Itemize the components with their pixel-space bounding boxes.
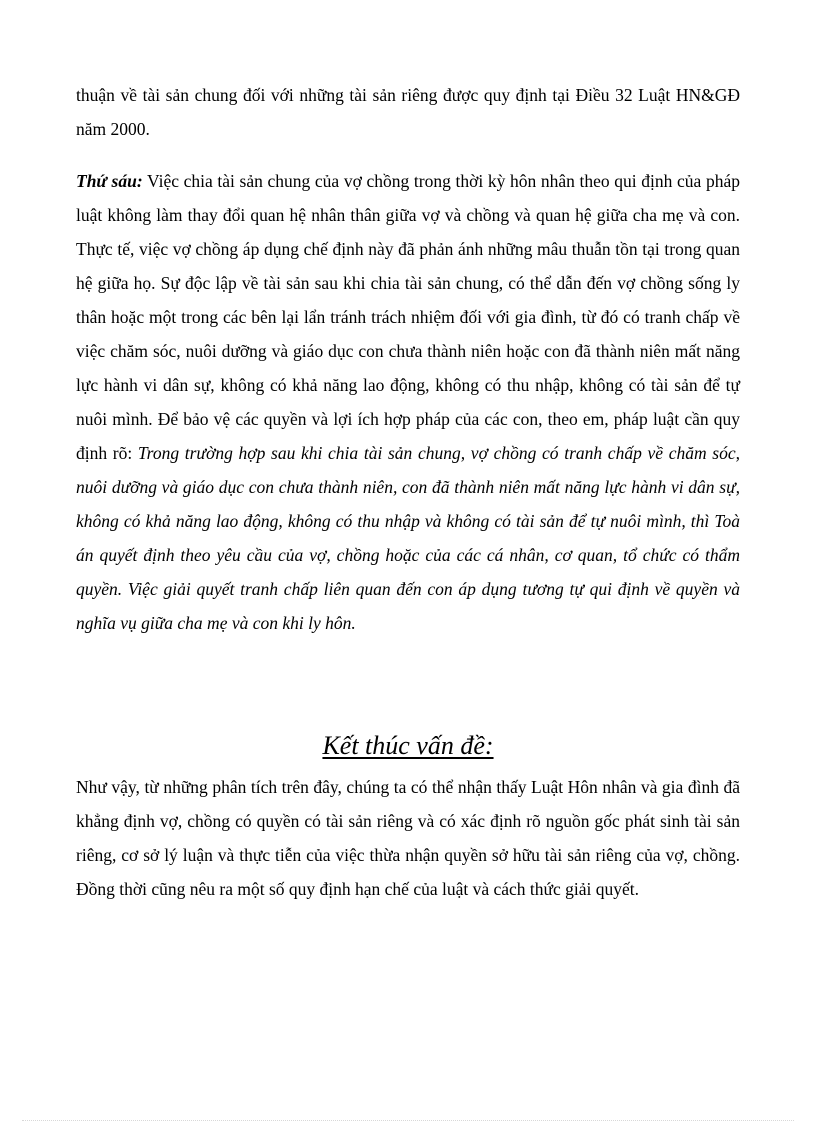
paragraph-thu-sau [76,164,740,640]
paragraph-lead-label: Thứ sáu: [76,171,143,191]
document-page [76,78,740,906]
paragraph-conclusion-text: Như vậy, từ những phân tích trên đây, chúng ta có thể nhận thấy Luật Hôn nhân và gia đình đã khẳng định vợ, chồng có quyền có tài sản riêng và có xác định rõ nguồn gốc phát sinh tài sản riêng, cơ sở lý luận và thực tiễn của việc thừa nhận quyền sở hữu tài sản riêng của vợ, chồng. Đồng thời cũng nêu ra một số quy định hạn chế của luật và cách thức giải quyết. [76,777,740,899]
page-bottom-divider [22,1120,794,1121]
section-heading: Kết thúc vấn đề: [322,731,494,760]
paragraph-continuation-text: thuận về tài sản chung đối với những tài sản riêng được quy định tại Điều 32 Luật HN&GĐ năm 2000. [76,85,740,139]
paragraph-continuation [76,78,740,146]
paragraph-conclusion [76,770,740,906]
paragraph-italic-proposal: Trong trường hợp sau khi chia tài sản chung, vợ chồng có tranh chấp về chăm sóc, nuôi dưỡng và giáo dục con chưa thành niên, con đã thành niên mất năng lực hành vi dân sự, không có khả năng lao động, không có thu nhập và không có tài sản để tự nuôi mình, thì Toà án quyết định theo yêu cầu của vợ, chồng hoặc của các cá nhân, cơ quan, tổ chức có thẩm quyền. Việc giải quyết tranh chấp liên quan đến con áp dụng tương tự qui định về quyền và nghĩa vụ giữa cha mẹ và con khi ly hôn. [76,443,740,633]
paragraph-body-text: Việc chia tài sản chung của vợ chồng trong thời kỳ hôn nhân theo qui định của pháp luật không làm thay đổi quan hệ nhân thân giữa vợ và chồng và quan hệ giữa cha mẹ và con. Thực tế, việc vợ chồng áp dụng chế định này đã phản ánh những mâu thuẫn tồn tại trong quan hệ giữa họ. Sự độc lập về tài sản sau khi chia tài sản chung, có thể dẫn đến vợ chồng sống ly thân hoặc một trong các bên lại lẩn tránh trách nhiệm đối với gia đình, từ đó có tranh chấp về việc chăm sóc, nuôi dưỡng và giáo dục con chưa thành niên hoặc con đã thành niên mất năng lực hành vi dân sự, không có khả năng lao động, không có thu nhập, không có tài sản để tự nuôi mình. Để bảo vệ các quyền và lợi ích hợp pháp của các con, theo em, pháp luật cần quy định rõ: [76,171,740,463]
